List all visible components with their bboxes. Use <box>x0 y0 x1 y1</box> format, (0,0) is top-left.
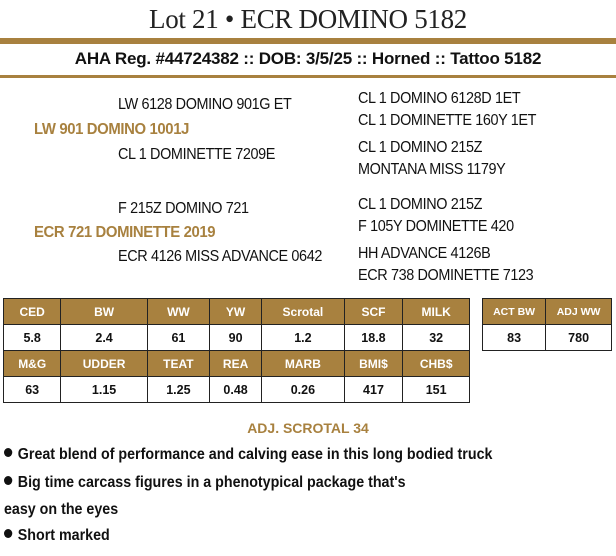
pedigree-dam-sire-dam: F 105Y DOMINETTE 420 <box>358 218 514 235</box>
epd-value-scf: 18.8 <box>344 325 403 351</box>
pedigree-sire-dam-sire: CL 1 DOMINO 215Z <box>358 139 483 156</box>
comment-2-text: Big time carcass figures in a phenotypical package that's <box>17 474 406 491</box>
actual-value-bw: 83 <box>483 325 546 351</box>
epd-value-ww: 61 <box>147 325 209 351</box>
epd-header-scrotal: Scrotal <box>262 299 344 325</box>
pedigree-dam-dam-sire: HH ADVANCE 4126B <box>358 245 491 262</box>
comment-2-continuation: easy on the eyes <box>4 501 119 518</box>
actual-value-row <box>483 325 612 351</box>
comment-2 <box>4 474 406 492</box>
epd-value-bw: 2.4 <box>61 325 147 351</box>
epd-value-scrotal: 1.2 <box>262 325 344 351</box>
epd-header-ced: CED <box>4 299 61 325</box>
adj-scrotal: ADJ. SCROTAL 34 <box>247 420 369 436</box>
epd-value-rea: 0.48 <box>210 377 262 403</box>
epd-value-row-1 <box>4 325 470 351</box>
epd-value-udder: 1.15 <box>61 377 147 403</box>
epd-header-mg: M&G <box>4 351 61 377</box>
epd-header-milk: MILK <box>403 299 470 325</box>
bullet-icon <box>4 529 12 538</box>
epd-table <box>3 298 470 403</box>
epd-header-ww: WW <box>147 299 209 325</box>
pedigree-sire-name: LW 901 DOMINO 1001J <box>34 121 190 138</box>
pedigree-sire-dam-dam: MONTANA MISS 1179Y <box>358 161 506 178</box>
epd-header-bw: BW <box>61 299 147 325</box>
comment-3-text: Short marked <box>17 527 110 544</box>
comment-1 <box>4 446 492 464</box>
bullet-icon <box>4 448 12 457</box>
epd-header-yw: YW <box>210 299 262 325</box>
pedigree-dam-name: ECR 721 DOMINETTE 2019 <box>34 224 216 241</box>
pedigree-dam-dam-dam: ECR 738 DOMINETTE 7123 <box>358 267 534 284</box>
epd-header-bmi: BMI$ <box>344 351 403 377</box>
comment-3 <box>4 527 110 545</box>
epd-header-row-2 <box>4 351 470 377</box>
epd-header-udder: UDDER <box>61 351 147 377</box>
actual-weights-table <box>482 298 612 351</box>
header-rule-bottom <box>0 75 616 78</box>
pedigree-dam-sire: F 215Z DOMINO 721 <box>118 200 249 217</box>
epd-value-milk: 32 <box>403 325 470 351</box>
epd-header-teat: TEAT <box>147 351 209 377</box>
epd-header-rea: REA <box>210 351 262 377</box>
epd-header-marb: MARB <box>262 351 344 377</box>
epd-header-row-1 <box>4 299 470 325</box>
epd-header-chb: CHB$ <box>403 351 470 377</box>
epd-header-scf: SCF <box>344 299 403 325</box>
pedigree-sire-sire-sire: CL 1 DOMINO 6128D 1ET <box>358 90 521 107</box>
actual-header-row <box>483 299 612 325</box>
header-rule-top <box>0 38 616 44</box>
pedigree-sire-sire-dam: CL 1 DOMINETTE 160Y 1ET <box>358 112 537 129</box>
epd-value-ced: 5.8 <box>4 325 61 351</box>
epd-value-chb: 151 <box>403 377 470 403</box>
comment-1-text: Great blend of performance and calving ease in this long bodied truck <box>17 446 493 463</box>
pedigree-dam-dam: ECR 4126 MISS ADVANCE 0642 <box>118 248 322 265</box>
actual-value-ww: 780 <box>546 325 612 351</box>
pedigree-sire-dam: CL 1 DOMINETTE 7209E <box>118 146 276 163</box>
epd-value-marb: 0.26 <box>262 377 344 403</box>
pedigree-dam-sire-sire: CL 1 DOMINO 215Z <box>358 196 483 213</box>
epd-value-yw: 90 <box>210 325 262 351</box>
epd-value-teat: 1.25 <box>147 377 209 403</box>
actual-header-ww: ADJ WW <box>546 299 612 325</box>
bullet-icon <box>4 476 12 485</box>
actual-header-bw: ACT BW <box>483 299 546 325</box>
lot-title: Lot 21 • ECR DOMINO 5182 <box>149 4 467 34</box>
registration-line: AHA Reg. #44724382 :: DOB: 3/5/25 :: Horned :: Tattoo 5182 <box>74 49 542 68</box>
epd-value-row-2 <box>4 377 470 403</box>
epd-value-bmi: 417 <box>344 377 403 403</box>
pedigree-sire-sire: LW 6128 DOMINO 901G ET <box>118 96 292 113</box>
epd-value-mg: 63 <box>4 377 61 403</box>
